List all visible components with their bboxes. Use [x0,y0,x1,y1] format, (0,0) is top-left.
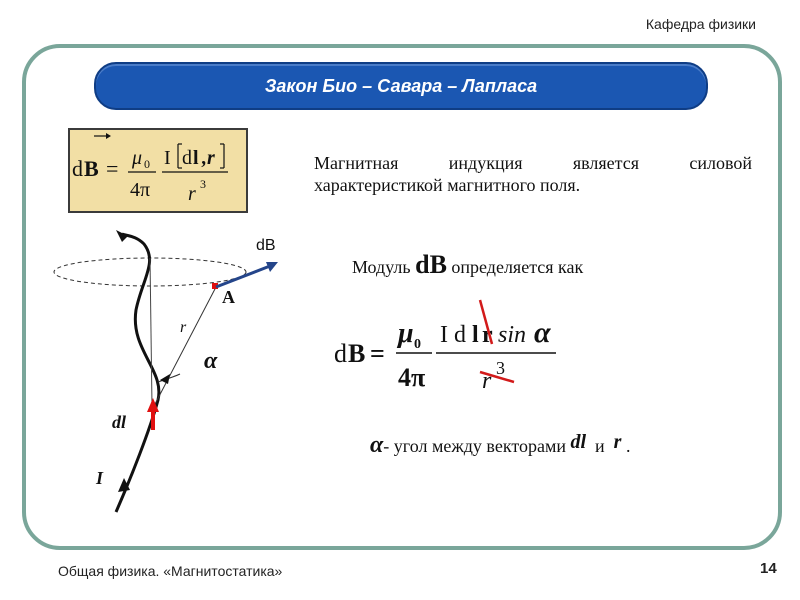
main-formula-current-d: I d [440,322,466,348]
label-dB: dB [256,237,276,254]
label-A: A [222,287,235,307]
main-formula-d: d [334,339,347,368]
wire-top-arrow-icon [116,230,128,242]
wire-path [116,234,159,512]
formula-top-dl-l: l [193,147,199,169]
formula-top-4pi: 4π [130,179,151,201]
formula-top-r: r [188,183,196,205]
main-formula-bold-r: r [482,322,493,348]
label-dl: dl [112,412,127,432]
main-formula-r: r [482,368,492,394]
department-label: Кафедра физики [645,16,756,32]
main-formula-mu: μ [398,318,414,349]
main-formula-bold-l: l [472,322,479,348]
main-formula-mu-sub: 0 [414,337,421,352]
alpha-symbol: α [370,432,384,458]
modulus-suffix: определяется как [451,257,584,277]
main-formula-equals: = [370,339,385,368]
footer-course: Общая физика. «Магнитостатика» [58,563,283,579]
period: . [625,436,631,456]
vector-dl-label: dl [570,431,587,453]
main-formula-4pi: 4π [398,363,426,392]
slide-title: Закон Био – Савара – Лапласа [264,75,538,96]
formula-top-comma-r: ,r [202,147,215,169]
label-I: I [96,468,104,488]
and-word: и [595,436,605,456]
formula-top-current: I [164,147,171,169]
angle-arrow-icon [160,374,170,384]
page-number: 14 [760,560,777,577]
main-formula-B: B [348,339,366,368]
description-line-1: Магнитная индукция является силовой [314,153,752,173]
formula-top-dl-d: d [182,147,192,169]
formula-top-mu-sub: 0 [144,157,150,171]
radius-vector-line [154,287,216,406]
formula-top-mu: μ [132,147,143,169]
label-alpha: α [204,348,218,374]
tangent-line [150,258,152,406]
formula-top-d: d [72,156,83,181]
formula-top-cube: 3 [200,177,206,191]
alpha-text: - угол между векторами [383,436,566,456]
label-r: r [180,319,187,336]
main-formula-cube: 3 [496,358,505,378]
main-formula-sin: sin [498,322,527,348]
formula-top-B: B [84,156,99,181]
modulus-symbol: dB [415,250,447,279]
modulus-prefix: Модуль [352,257,411,277]
dB-vector [216,266,270,287]
main-formula-alpha: α [534,316,551,349]
description-line-2: характеристикой магнитного поля. [314,175,581,195]
vector-r-label: r [613,431,622,453]
formula-top-equals: = [106,156,119,181]
